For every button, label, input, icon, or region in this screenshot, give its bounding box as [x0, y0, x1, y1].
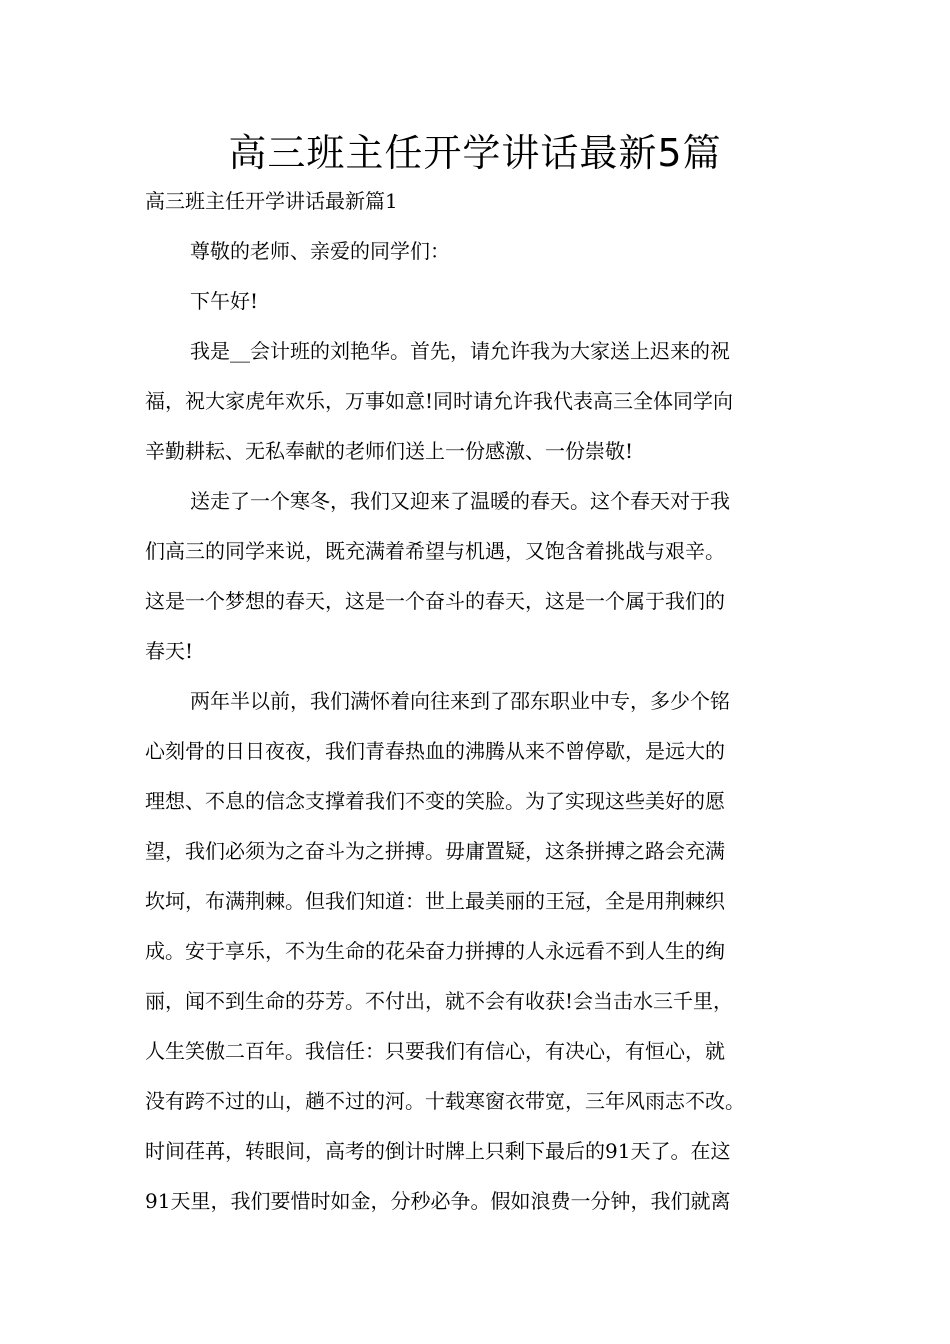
paragraph-line: 成。安于享乐，不为生命的花朵奋力拼搏的人永远看不到人生的绚: [145, 939, 725, 963]
paragraph-line: 时间荏苒，转眼间，高考的倒计时牌上只剩下最后的91天了。在这: [145, 1139, 731, 1163]
paragraph-line: 丽，闻不到生命的芬芳。不付出，就不会有收获!会当击水三千里，: [145, 989, 734, 1013]
paragraph-line: 坎坷，布满荆棘。但我们知道：世上最美丽的王冠，全是用荆棘织: [145, 889, 725, 913]
section-heading: 高三班主任开学讲话最新篇1: [145, 189, 398, 213]
paragraph-line: 尊敬的老师、亲爱的同学们：: [190, 239, 450, 263]
paragraph-line: 辛勤耕耘、无私奉献的老师们送上一份感激、一份崇敬!: [145, 439, 634, 463]
paragraph-line: 这是一个梦想的春天，这是一个奋斗的春天，这是一个属于我们的: [145, 589, 725, 613]
paragraph-line: 两年半以前，我们满怀着向往来到了邵东职业中专，多少个铭: [190, 689, 730, 713]
paragraph-line: 送走了一个寒冬，我们又迎来了温暖的春天。这个春天对于我: [190, 489, 730, 513]
document-title: 高三班主任开学讲话最新5篇: [228, 131, 722, 175]
paragraph-line: 福，祝大家虎年欢乐，万事如意!同时请允许我代表高三全体同学向: [145, 389, 734, 413]
paragraph-line: 下午好!: [190, 289, 259, 313]
paragraph-line: 们高三的同学来说，既充满着希望与机遇，又饱含着挑战与艰辛。: [145, 539, 725, 563]
paragraph-line: 91天里，我们要惜时如金，分秒必争。假如浪费一分钟，我们就离: [145, 1189, 731, 1213]
paragraph-line: 我是__会计班的刘艳华。首先，请允许我为大家送上迟来的祝: [190, 339, 730, 363]
paragraph-line: 人生笑傲二百年。我信任：只要我们有信心，有决心，有恒心，就: [145, 1039, 725, 1063]
paragraph-line: 春天!: [145, 639, 194, 663]
paragraph-line: 望，我们必须为之奋斗为之拼搏。毋庸置疑，这条拼搏之路会充满: [145, 839, 725, 863]
paragraph-line: 理想、不息的信念支撑着我们不变的笑脸。为了实现这些美好的愿: [145, 789, 725, 813]
paragraph-line: 没有跨不过的山，趟不过的河。十载寒窗衣带宽，三年风雨志不改。: [145, 1089, 745, 1113]
paragraph-line: 心刻骨的日日夜夜，我们青春热血的沸腾从来不曾停歇，是远大的: [145, 739, 725, 763]
